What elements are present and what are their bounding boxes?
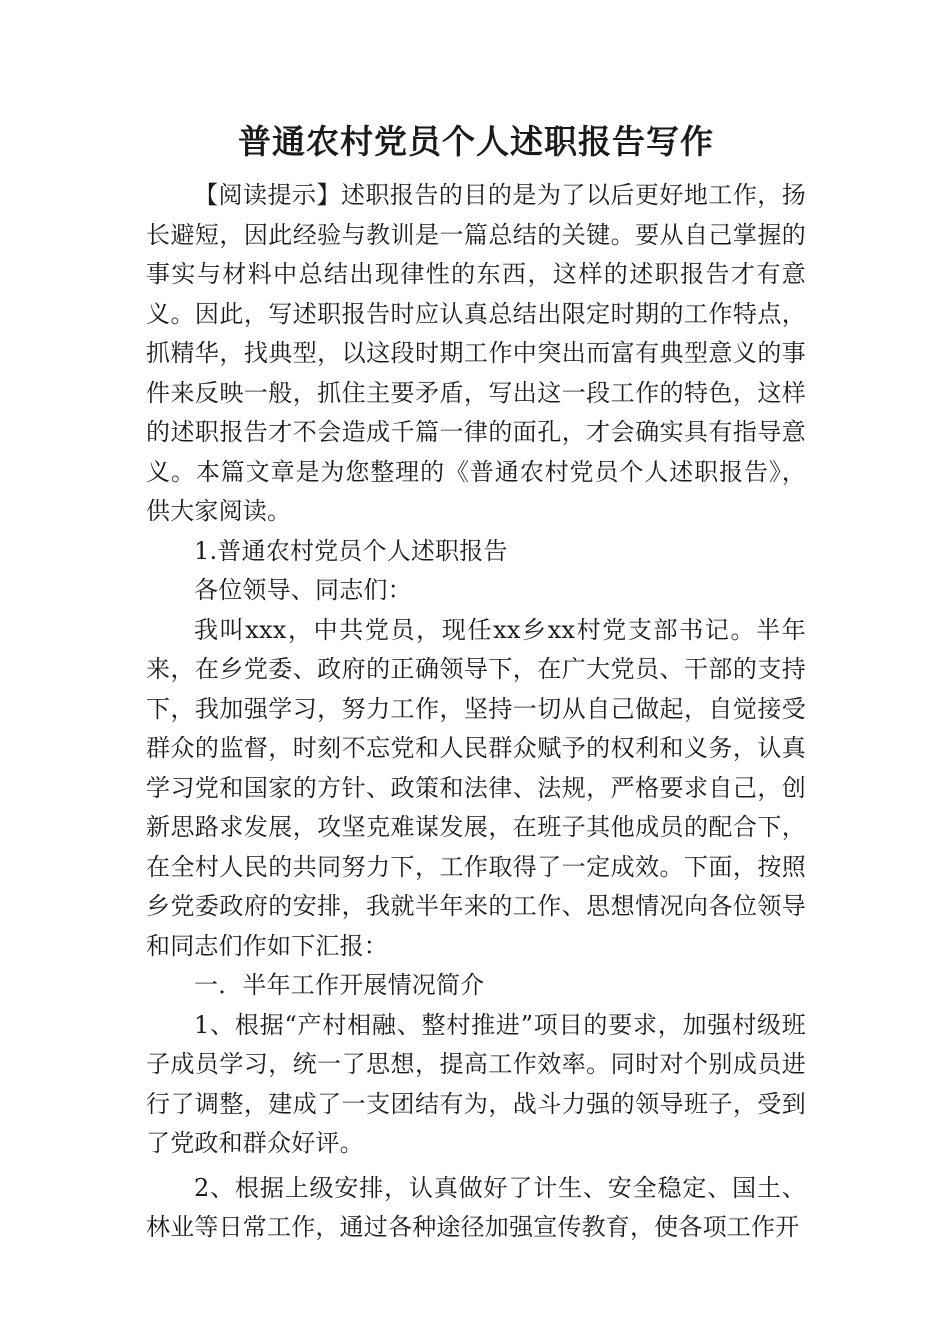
document-page xyxy=(146,118,806,1248)
paragraph-intro: 我叫xxx，中共党员，现任xx乡xx村党支部书记。半年来，在乡党委、政府的正确领导下，在广大党员、干部的支持下，我加强学习，努力工作，坚持一切从自己做起，自觉接受群众的监督，时刻不忘党和人民群众赋予的权利和义务，认真学习党和国家的方针、政策和法律、法规，严格要求自己，创新思路求发展，攻坚克难谋发展，在班子其他成员的配合下，在全村人民的共同努力下，工作取得了一定成效。下面，按照乡党委政府的安排，我就半年来的工作、思想情况向各位领导和同志们作如下汇报： xyxy=(146,615,806,960)
paragraph-item-2: 2、根据上级安排，认真做好了计生、安全稳定、国土、林业等日常工作，通过各种途径加强宣传教育，使各项工作开 xyxy=(146,1173,806,1241)
paragraph-reading-tip: 【阅读提示】述职报告的目的是为了以后更好地工作，扬长避短，因此经验与教训是一篇总结的关键。要从自己掌握的事实与材料中总结出现律性的东西，这样的述职报告才有意义。因此，写述职报告时应认真总结出限定时期的工作特点，抓精华，找典型，以这段时期工作中突出而富有典型意义的事件来反映一般，抓住主要矛盾，写出这一段工作的特色，这样的述职报告才不会造成千篇一律的面孔，才会确实具有指导意义。本篇文章是为您整理的《普通农村党员个人述职报告》，供大家阅读。 xyxy=(146,181,806,525)
paragraph-section-heading: 1.普通农村党员个人述职报告 xyxy=(194,536,508,565)
paragraph-salutation: 各位领导、同志们： xyxy=(194,576,412,604)
paragraph-item-1: 1、根据“产村相融、整村推进”项目的要求，加强村级班子成员学习，统一了思想，提高工作效率。同时对个别成员进行了调整，建成了一支团结有为，战斗力强的领导班子，受到了党政和群众好评。 xyxy=(146,1010,806,1157)
paragraph-part-one-heading: 一．半年工作开展情况简介 xyxy=(194,971,485,999)
document-title: 普通农村党员个人述职报告写作 xyxy=(238,122,714,161)
